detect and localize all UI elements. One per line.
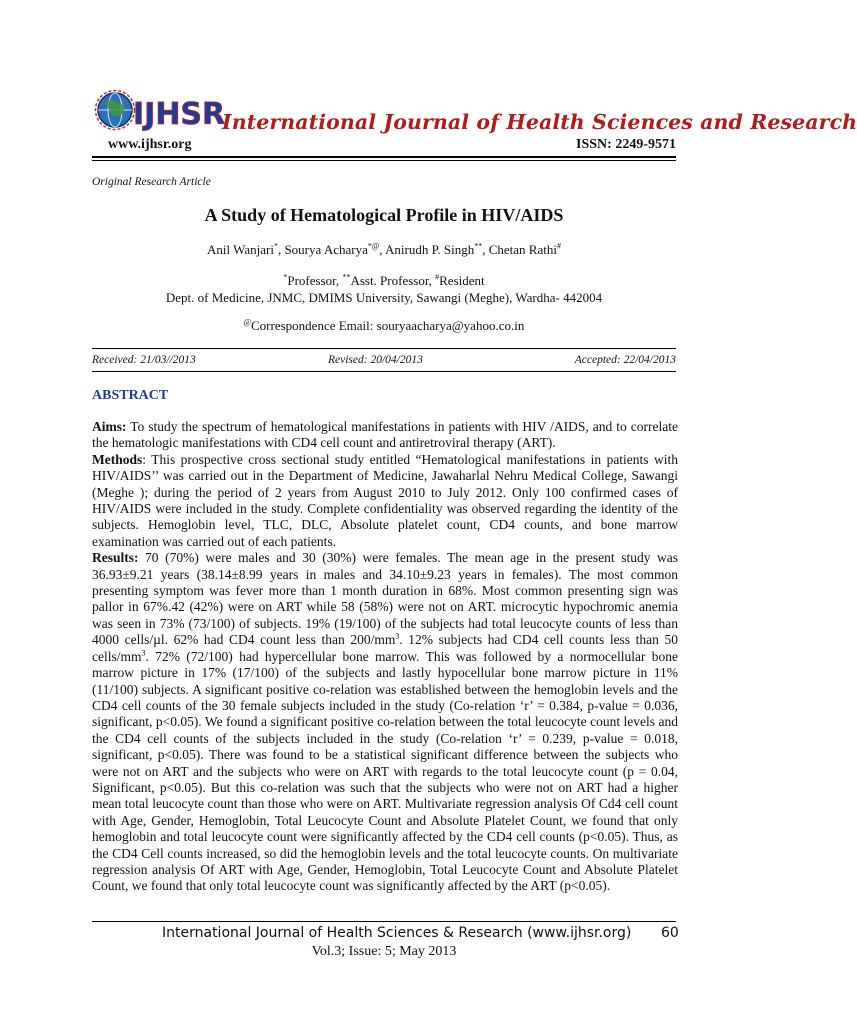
methods-text: : This prospective cross sectional study entitled “Hematological manifestations in patients with HIV/AIDS’’ was carried out in the Department of Medicine, Jawaharlal Nehru Medical College, Sawangi (Meghe ); during the period of 2 years from August 2010 to July 2012. Only 100 confirmed cases of HIV/AIDS were included in the study. Complete confidentiality was observed regarding the identity of the subjects. Hemoglobin level, TLC, DLC, Absolute platelet count, CD4 counts, and bone marrow examination was carried out of each patients. (92, 451, 678, 549)
revised-date: Revised: 20/04/2013 (328, 354, 423, 366)
author-name: Anirudh P. Singh (385, 242, 475, 257)
issn: ISSN: 2249-9571 (576, 137, 676, 152)
email-mark: @ (243, 317, 252, 327)
role-mark: ** (342, 272, 351, 282)
author-name: Sourya Acharya (284, 242, 368, 257)
accepted-date: Accepted: 22/04/2013 (574, 354, 676, 366)
role-text: Professor, (287, 273, 343, 288)
results-text: . 72% (72/100) had hypercellular bone marrow. This was followed by a normocellular bone marrow picture in 17% (17/100) of the subjects and lastly hypocellular bone marrow picture in 11% (11/100) subjects. A significant positive co-relation was established between the hemoglobin levels and the CD4 cell counts of the 30 female subjects included in the study (Co-relation ‘r’ = 0.384, p-value = 0.036, significant, p<0.05). We found a significant positive co-relation between the total leucocyte count levels and the CD4 cell counts of the subjects included in the study (Co-relation ‘r’ = 0.239, p-value = 0.018, significant, p<0.05). There was found to be a statistical significant difference between the subjects who were not on ART and the subjects who were on ART with regards to the total leucocyte count (p = 0.04, Significant, p<0.05). But this co-relation was such that the subjects who were not on ART had a higher mean total leucocyte count than those who were on ART. Multivariate regression analysis Of Cd4 cell count with Age, Gender, Hemoglobin, Total Leucocyte Count and Absolute Platelet Count, we found that only hemoglobin and total leucocyte count were significantly affected by the CD4 cell counts (p<0.05). Thus, as the CD4 Cell counts increased, so did the hemoglobin levels and the total leucocyte counts. On multivariate regression analysis Of ART with Age, Gender, Hemoglobin, Total Leucocyte Count and Absolute Platelet Count, we found that only total leucocyte count was significantly affected by the ART (p<0.05). (92, 648, 678, 894)
aims-label: Aims: (92, 419, 127, 434)
author-mark: # (556, 241, 561, 251)
results-label: Results: (92, 550, 139, 566)
paper-title: A Study of Hematological Profile in HIV/AIDS (204, 205, 564, 225)
role-text: Asst. Professor, (350, 273, 436, 288)
role-mark: # (435, 272, 440, 282)
author-mark: *@ (367, 241, 380, 251)
email-text: Correspondence Email: souryaacharya@yahoo.co.in (251, 318, 525, 333)
author-roles (0, 273, 768, 289)
journal-title: International Journal of Health Sciences and Research (222, 110, 857, 134)
header-rule (92, 156, 676, 158)
footer-rule (92, 921, 676, 922)
author-mark: * (273, 241, 278, 251)
dates-rule-top (92, 348, 676, 349)
correspondence-email[interactable] (0, 318, 768, 334)
role-text: Resident (439, 273, 485, 288)
page-number: 60 (661, 925, 679, 941)
author-mark: ** (474, 241, 483, 251)
dates-rule-bottom (92, 371, 676, 372)
received-date: Received: 21/03//2013 (92, 354, 196, 366)
header-rule-thin (92, 160, 676, 161)
methods-paragraph (92, 452, 678, 550)
footer-journal: International Journal of Health Sciences & Research (www.ijhsr.org) (162, 925, 632, 941)
author-name: Anil Wanjari (207, 242, 274, 257)
abstract-heading: ABSTRACT (92, 388, 169, 403)
ijhsr-logo (95, 88, 226, 136)
affiliation: Dept. of Medicine, JNMC, DMIMS University, Sawangi (Meghe), Wardha- 442004 (165, 290, 603, 305)
aims-paragraph (92, 419, 678, 452)
results-text: . 12% subjects had CD4 cell counts less than 50 cells/mm (92, 632, 678, 664)
results-paragraph: Results: 70 (70%) were males and 30 (30%) were females. The mean age in the present study was 36.93±9.21 years (38.14±8.99 years in males and 34.10±9.23 years in females). The most common presenting symptom was fever more than 1 month duration in 68%. Most common presenting sign was pallor in 67%.42 (42%) were on ART while 58 (58%) were not on ART. microcytic hypochromic anemia was seen in 73% (73/100) of subjects. 19% (19/100) of the subjects had total leucocyte counts of less than 4000 cells/µl. 62% had CD4 count less than $200/mm^3$. 12% subjects had CD4 cell counts less than 50 cells/$mm^3$. 72% (72/100) had hypercellular bone marrow. This was followed by a normocellular bone marrow picture in 17% (17/100) of the subjects and lastly hypocellular bone marrow picture in 11% (11/100) subjects. A significant positive co-relation was established between the hemoglobin levels and the CD4 cell counts of the 30 female subjects included in the study (Co-relation ‘r’ = 0.384, p-value = 0.036, significant, p<0.05). We found a significant positive co-relation between the total leucocyte count levels and the CD4 cell counts of the subjects included in the study (Co-relation ‘r’ = 0.239, p-value = 0.018, significant, p<0.05). There was found to be a statistical significant difference between the subjects who were not on ART and the subjects who were on ART with regards to the total leucocyte count (p = 0.04, Significant, p<0.05). But this co-relation was such that the subjects who were not on ART had a higher mean total leucocyte count than those who were on ART. Multivariate regression analysis Of Cd4 cell count with Age, Gender, Hemoglobin, Total Leucocyte Count and Absolute Platelet Count, we found that only hemoglobin and total leucocyte count were significantly affected by the CD4 cell counts (p<0.05). Thus, as the CD4 Cell counts increased, so did the hemoglobin levels and the total leucocyte counts. On multivariate regression analysis Of ART with Age, Gender, Hemoglobin, Total Leucocyte Count and Absolute Platelet Count, we found that only total leucocyte count was significantly affected by the ART (p<0.05). (92, 550, 678, 894)
article-type: Original Research Article (92, 176, 211, 188)
methods-label: Methods (92, 451, 143, 467)
author-name: Chetan Rathi (488, 242, 557, 257)
results-text: 70 (70%) were males and 30 (30%) were females. The mean age in the present study was 36.93±9.21 years (38.14±8.99 years in males and 34.10±9.23 years in females). The most common presenting symptom was fever more than 1 month duration in 68%. Most common presenting sign was pallor in 67%.42 (42%) were on ART while 58 (58%) were not on ART. microcytic hypochromic anemia was seen in 73% (73/100) of subjects. 19% (19/100) of the subjects had total leucocyte counts of less than 4000 cells/µl. 62% had CD4 count less than 200/mm (92, 550, 678, 648)
role-mark: * (283, 272, 288, 282)
logo-text: IJHSR (133, 97, 226, 132)
abstract-body (92, 419, 678, 895)
author-list: Anil Wanjari*, Sourya Acharya*@, Anirudh P. Singh**, Chetan Rathi# (207, 241, 561, 257)
aims-text: To study the spectrum of hematological manifestations in patients with HIV /AIDS, and to correlate the hematologic manifestations with CD4 cell count and antiretroviral therapy (ART). (92, 419, 678, 451)
volume-info: Vol.3; Issue: 5; May 2013 (311, 944, 457, 959)
journal-url[interactable]: www.ijhsr.org (108, 137, 192, 152)
